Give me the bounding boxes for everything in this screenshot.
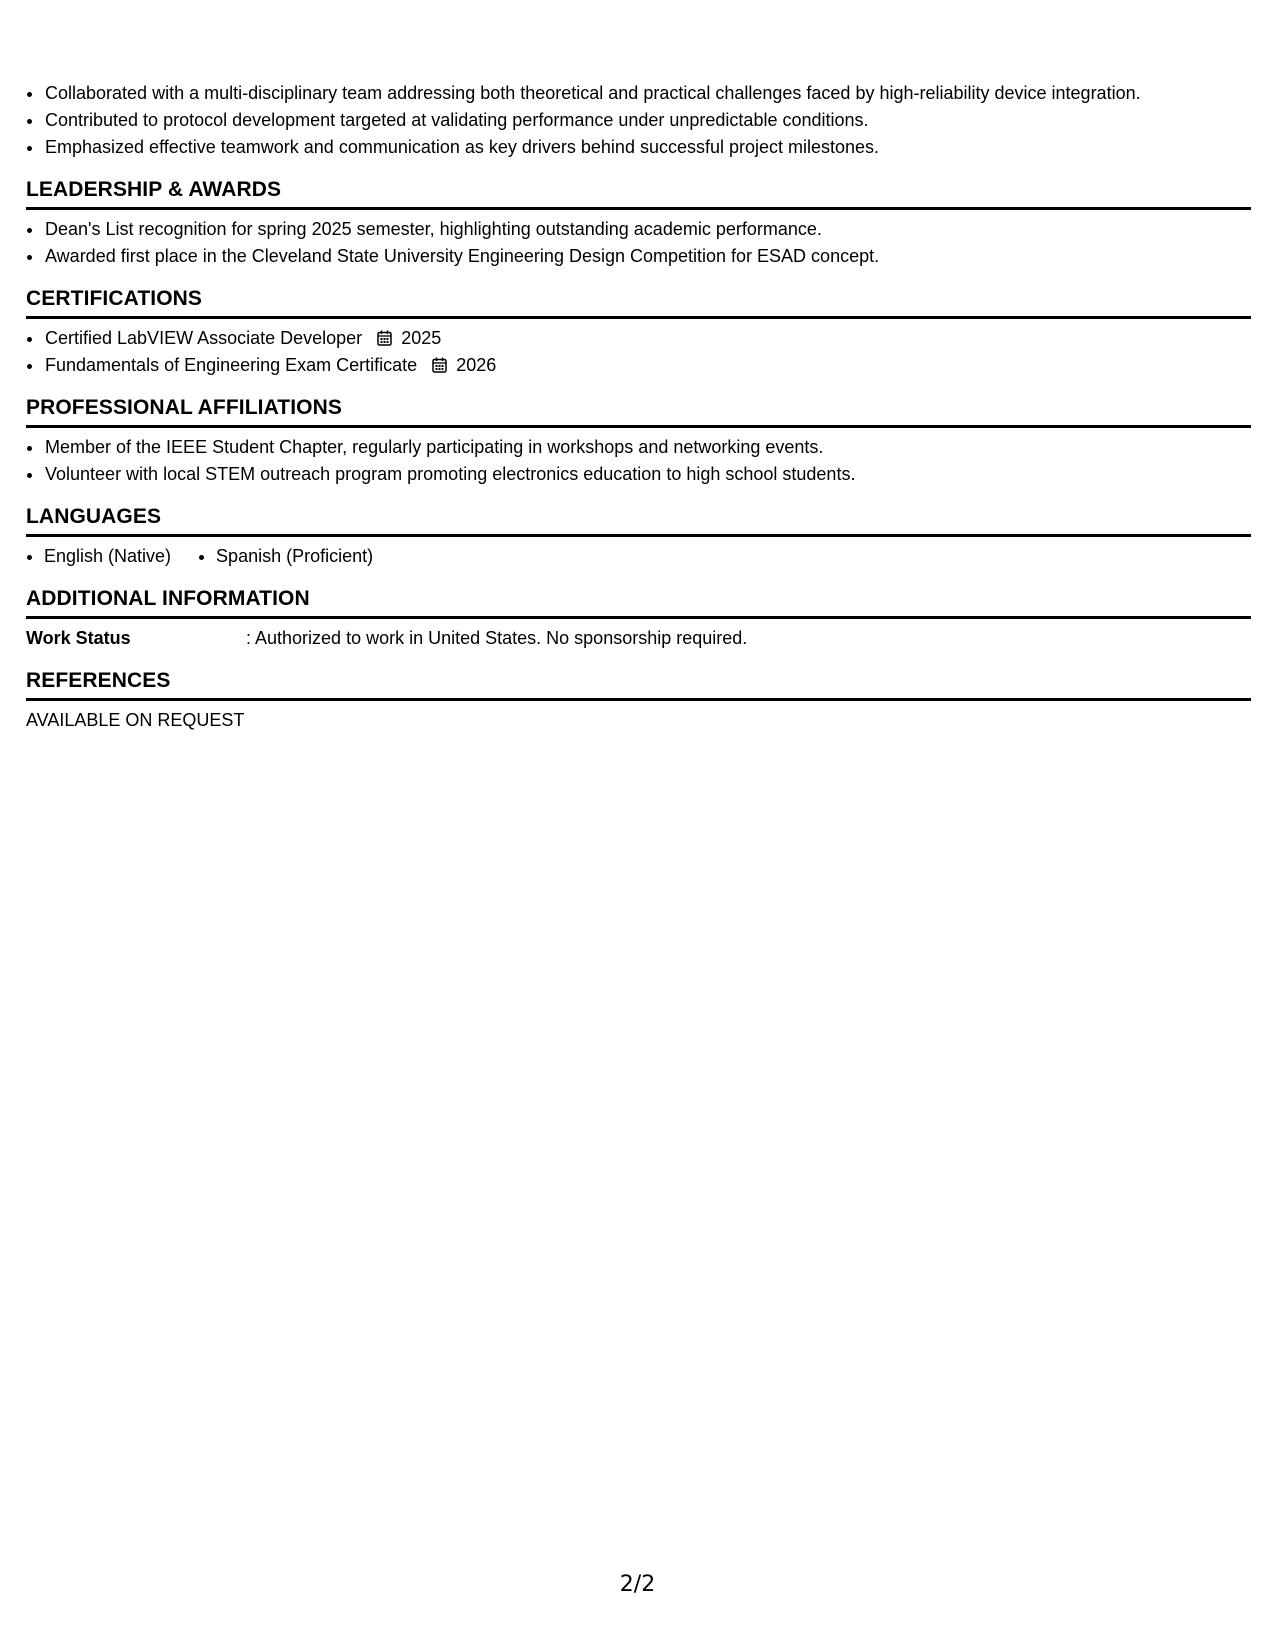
experience-bullet-list: [26, 80, 1251, 161]
experience-bullet: • Contributed to protocol development targeted at validating performance under unpredictable conditions.: [44, 107, 1251, 134]
certifications-list: [26, 325, 1251, 379]
leadership-item: • Dean's List recognition for spring 2025 semester, highlighting outstanding academic performance.: [44, 216, 1251, 243]
work-status-value: : Authorized to work in United States. No sponsorship required.: [246, 628, 748, 648]
references-heading: REFERENCES: [26, 668, 1251, 701]
certification-name: Certified LabVIEW Associate Developer: [45, 328, 363, 348]
calendar-icon: [377, 330, 392, 346]
additional-info-section: [26, 586, 1251, 652]
language-item: English (Native): [44, 546, 172, 566]
certification-item: [44, 352, 1251, 379]
calendar-icon: [432, 357, 447, 373]
affiliations-list: [26, 434, 1251, 488]
affiliation-item: • Member of the IEEE Student Chapter, regularly participating in workshops and networking events.: [44, 434, 1251, 461]
page-number: 2/2: [619, 1572, 656, 1597]
references-text: AVAILABLE ON REQUEST: [26, 710, 245, 730]
experience-bullet: • Emphasized effective teamwork and communication as key drivers behind successful project milestones.: [44, 134, 1251, 161]
affiliation-item: • Volunteer with local STEM outreach program promoting electronics education to high school students.: [44, 461, 1251, 488]
affiliations-section: [26, 395, 1251, 488]
certifications-section: [26, 286, 1251, 379]
certification-year: 2025: [401, 328, 442, 348]
experience-bullet: • Collaborated with a multi-disciplinary team addressing both theoretical and practical challenges faced by high-reliability device integration.: [44, 80, 1251, 107]
references-section: [26, 668, 1251, 734]
certification-item: [44, 325, 1251, 352]
affiliations-heading: PROFESSIONAL AFFILIATIONS: [26, 395, 1251, 428]
certification-year: 2026: [456, 355, 497, 375]
leadership-item: • Awarded first place in the Cleveland State University Engineering Design Competition for ESAD concept.: [44, 243, 1251, 270]
leadership-heading: LEADERSHIP & AWARDS: [26, 177, 1251, 210]
leadership-list: [26, 216, 1251, 270]
leadership-section: [26, 177, 1251, 270]
language-item: Spanish (Proficient): [216, 546, 374, 566]
certification-name: Fundamentals of Engineering Exam Certificate: [45, 355, 418, 375]
additional-info-heading: ADDITIONAL INFORMATION: [26, 586, 1251, 619]
work-status-label: Work Status: [26, 628, 131, 648]
resume-page: [26, 80, 1251, 734]
work-status-row: [26, 625, 1251, 652]
certifications-heading: CERTIFICATIONS: [26, 286, 1251, 319]
languages-section: [26, 504, 1251, 570]
languages-heading: LANGUAGES: [26, 504, 1251, 537]
languages-list: [26, 543, 1251, 570]
